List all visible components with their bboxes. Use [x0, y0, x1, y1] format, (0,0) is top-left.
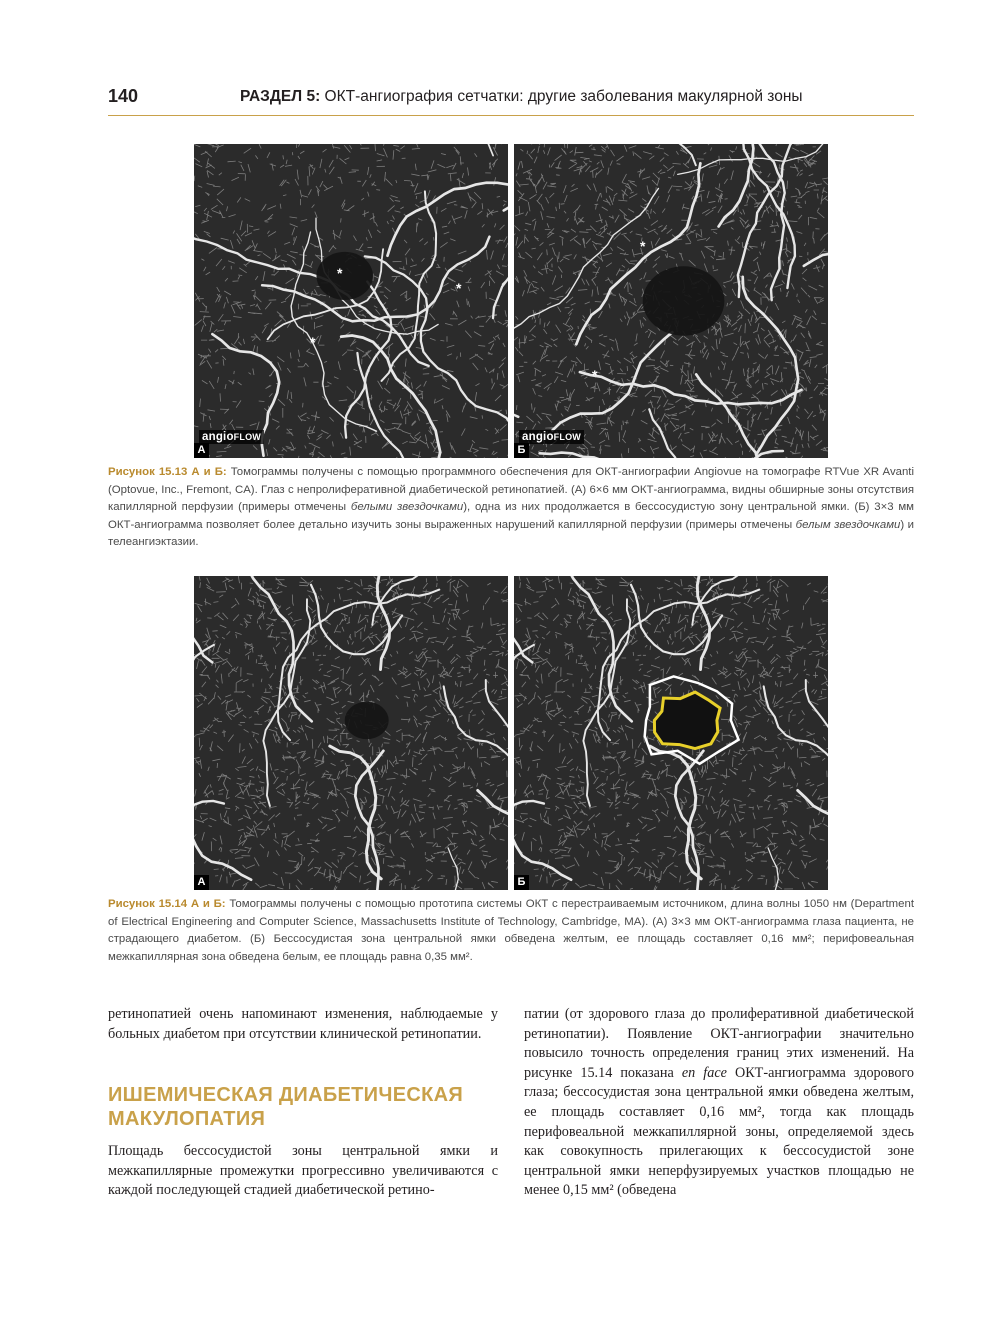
- caption-text: ) и телеангиэктазии.: [108, 518, 914, 549]
- angiogram-image: [194, 576, 508, 890]
- figure-15-14-panel-a: [194, 576, 508, 890]
- figure-15-14-panel-b: [514, 576, 828, 890]
- section-heading: ИШЕМИЧЕСКАЯ ДИАБЕТИЧЕСКАЯ МАКУЛОПАТИЯ: [108, 1084, 463, 1130]
- caption-label: Рисунок 15.14 А и Б:: [108, 898, 226, 910]
- figure-15-14-caption: [108, 896, 914, 966]
- angiogram-image: [514, 576, 828, 890]
- running-head: [240, 88, 803, 106]
- caption-label: Рисунок 15.13 А и Б:: [108, 466, 227, 478]
- asterisk-marker: *: [456, 280, 462, 296]
- asterisk-marker: *: [310, 334, 316, 350]
- logo-flow-text: FLOW: [553, 432, 581, 442]
- panel-letter: А: [194, 875, 209, 890]
- section-title: ОКТ-ангиография сетчатки: другие заболевания макулярной зоны: [324, 88, 803, 105]
- asterisk-marker: *: [337, 265, 343, 281]
- caption-italic: белыми звездочками: [350, 501, 464, 514]
- right-column-paragraph: [524, 1005, 914, 1201]
- angioflow-logo: [519, 430, 584, 444]
- body-paragraph: ретинопатией очень напоминают изменения, наблюдаемые у больных диабетом при отсутствии клинической ретинопатии.: [108, 1006, 498, 1042]
- logo-main-text: angio: [202, 431, 234, 443]
- figure-15-13-panel-a: [194, 144, 508, 458]
- body-paragraph: Площадь бессосудистой зоны центральной ямки и межкапиллярные промежутки прогрессивно увеличиваются с каждой последующей стадией диабетической ретино-: [108, 1143, 498, 1199]
- panel-letter: Б: [514, 443, 529, 458]
- angioflow-logo: [199, 430, 264, 444]
- caption-text: Томограммы получены с помощью прототипа системы ОКТ с перестраиваемым источником, длина волны 1050 нм (Department of Electrical Engineering and Computer Science, Massachusetts Institute of Technology, Cambridge, MA). (А) 3×3 мм ОКТ-ангиограмма глаза пациента, не страдающего диабетом. (Б) Бессосудистая зона центральной ямки обведена желтым, ее площадь составляет 0,16 мм²; перифовеальная межкапиллярная зона обведена белым, ее площадь равна 0,35 мм².: [108, 898, 914, 963]
- figure-15-13-panel-b: [514, 144, 828, 458]
- angiogram-image: [194, 144, 508, 458]
- panel-letter: А: [194, 443, 209, 458]
- logo-main-text: angio: [522, 431, 554, 443]
- body-italic: en face: [681, 1064, 727, 1081]
- left-column-paragraph-2: [108, 1142, 498, 1201]
- section-label: РАЗДЕЛ 5:: [240, 88, 321, 105]
- panel-letter: Б: [514, 875, 529, 890]
- body-text: патии (от здорового глаза до пролиферативной диабетической ретинопатии). Появление ОКТ-ангиографии значительно повысило точность определения границ этих изменений. На рисунке 15.14 показана: [524, 1006, 914, 1081]
- asterisk-marker: *: [640, 238, 646, 254]
- caption-text: Томограммы получены с помощью программного обеспечения для ОКТ-ангиографии Angiovue на томографе RTVue XR Avanti (Optovue, Inc., Fremont, CA). Глаз с непролиферативной диабетической ретинопатией. (А) 6×6 мм ОКТ-ангиограмма, видны обширные зоны отсутствия капиллярной перфузии (примеры отмечены: [108, 466, 915, 514]
- angiogram-image: [514, 144, 828, 458]
- caption-text: ), одна из них продолжается в бессосудистую зону центральной ямки. (Б) 3×3 мм ОКТ-ангиограмма позволяет более детально изучить зоны выраженных нарушений капиллярной перфузии (примеры отмечены: [108, 501, 915, 531]
- asterisk-marker: *: [592, 367, 598, 383]
- page-number: 140: [108, 86, 139, 106]
- body-text: ОКТ-ангиограмма здорового глаза; бессосудистая зона центральной ямки обведена желтым, ее площадь составляет 0,16 мм², тогда как площадь перифовеальной межкапиллярной зоны, определяемой здесь как совокупность прилегающих к бессосудистой зоне центральной ямки неперфузируемых участков площадью не менее 0,15 мм² (обведена: [524, 1064, 914, 1199]
- figure-15-13-caption: [108, 464, 914, 552]
- header-rule: [108, 115, 914, 116]
- left-column-paragraph-1: [108, 1005, 498, 1044]
- faz-outline: [654, 692, 720, 749]
- logo-flow-text: FLOW: [233, 432, 261, 442]
- caption-italic: белым звездочками: [795, 518, 901, 531]
